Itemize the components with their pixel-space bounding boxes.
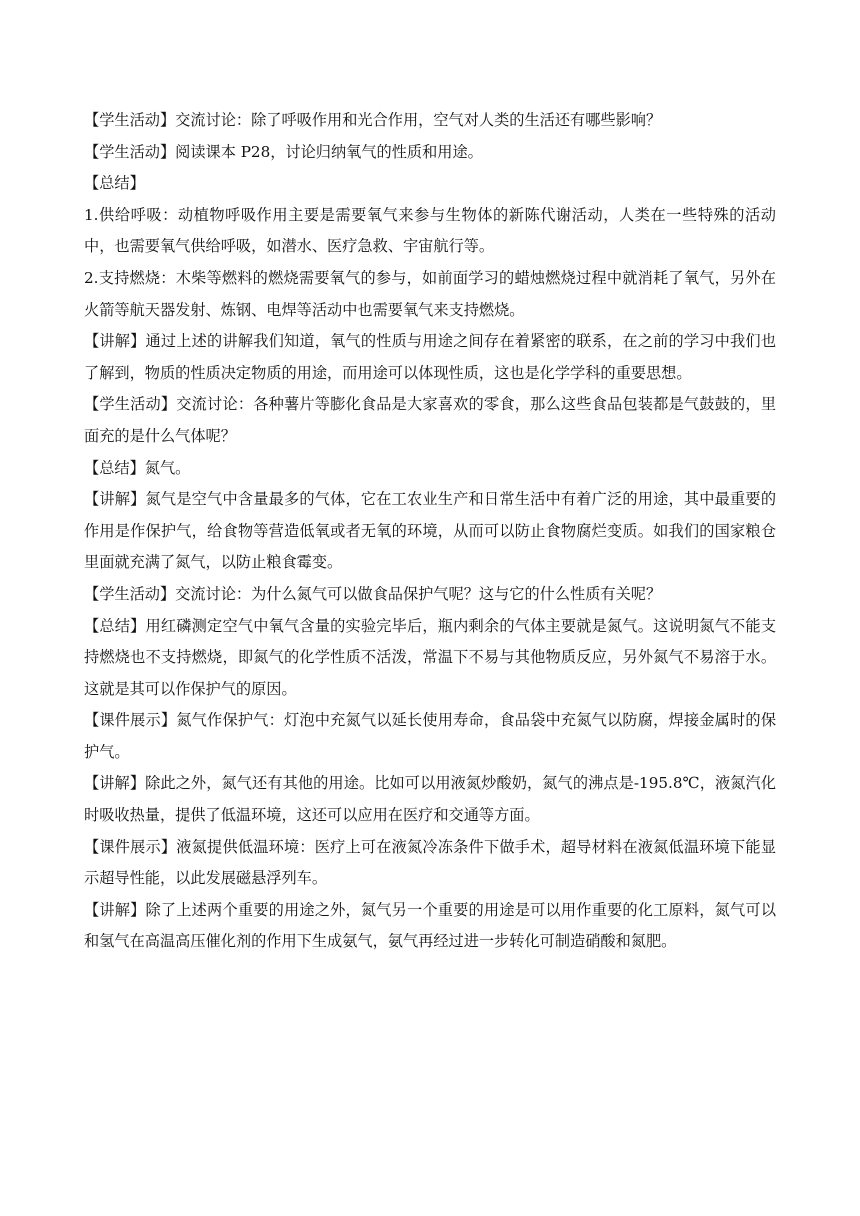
paragraph-2 xyxy=(84,137,776,169)
paragraph-text: 通过上述的讲解我们知道，氧气的性质与用途之间存在着紧密的联系，在之前的学习中我们也了解到，物质的性质决定物质的用途，而用途可以体现性质，这也是化学学科的重要思想。 xyxy=(84,332,777,382)
paragraph-tag: 【讲解】 xyxy=(84,774,146,793)
paragraph-11 xyxy=(84,611,776,706)
paragraph-13 xyxy=(84,768,776,831)
paragraph-text: 交流讨论：为什么氮气可以做食品保护气呢？这与它的什么性质有关呢？ xyxy=(175,584,662,603)
paragraph-tag: 【总结】 xyxy=(84,458,145,477)
paragraph-tag: 【课件展示】 xyxy=(84,837,177,856)
paragraph-14 xyxy=(84,832,776,895)
paragraph-tag: 【总结】 xyxy=(84,174,145,193)
paragraph-text: 氮气。 xyxy=(144,458,191,477)
paragraph-5 xyxy=(84,263,776,326)
paragraph-text: 氮气作保护气：灯泡中充氮气以延长使用寿命，食品袋中充氮气以防腐，焊接金属时的保护气。 xyxy=(84,711,777,761)
paragraph-tag: 【讲解】 xyxy=(84,332,146,351)
paragraph-text: 阅读课本 P28，讨论归纳氧气的性质和用途。 xyxy=(175,142,483,161)
paragraph-text: 用红磷测定空气中氧气含量的实验完毕后，瓶内剩余的气体主要就是氮气。这说明氮气不能支持燃烧也不支持燃烧，即氮气的化学性质不活泼，常温下不易与其他物质反应，另外氮气不易溶于水。这就是其可以作保护气的原因。 xyxy=(84,616,777,698)
paragraph-10 xyxy=(84,579,776,611)
paragraph-tag: 【学生活动】 xyxy=(84,142,176,161)
paragraph-tag: 【学生活动】 xyxy=(84,395,177,414)
paragraph-4 xyxy=(84,200,776,263)
paragraph-tag: 【课件展示】 xyxy=(84,711,177,730)
paragraph-9 xyxy=(84,484,776,579)
paragraph-text: 液氮提供低温环境：医疗上可在液氮冷冻条件下做手术，超导材料在液氮低温环境下能显示超导性能，以此发展磁悬浮列车。 xyxy=(84,837,777,888)
paragraph-tag: 【讲解】 xyxy=(84,900,146,919)
paragraph-text: 2.支持燃烧：木柴等燃料的燃烧需要氧气的参与，如前面学习的蜡烛燃烧过程中就消耗了氧气，另外在火箭等航天器发射、炼钢、电焊等活动中也需要氧气来支持燃烧。 xyxy=(84,268,776,319)
paragraph-3 xyxy=(84,168,776,200)
paragraph-tag: 【讲解】 xyxy=(84,490,146,509)
paragraph-text: 1.供给呼吸：动植物呼吸作用主要是需要氧气来参与生物体的新陈代谢活动，人类在一些特殊的活动中，也需要氧气供给呼吸，如潜水、医疗急救、宇宙航行等。 xyxy=(84,205,776,256)
paragraph-text: 氮气是空气中含量最多的气体，它在工农业生产和日常生活中有着广泛的用途，其中最重要的作用是作保护气，给食物等营造低氧或者无氧的环境，从而可以防止食物腐烂变质。如我们的国家粮仓里面就充满了氮气，以防止粮食霉变。 xyxy=(84,490,777,572)
paragraph-7 xyxy=(84,389,776,452)
paragraph-15 xyxy=(84,895,776,958)
paragraph-8 xyxy=(84,453,776,485)
paragraph-tag: 【总结】 xyxy=(84,616,146,635)
paragraph-text: 除了上述两个重要的用途之外，氮气另一个重要的用途是可以用作重要的化工原料，氮气可以和氢气在高温高压催化剂的作用下生成氨气，氨气再经过进一步转化可制造硝酸和氮肥。 xyxy=(84,900,777,951)
paragraph-1 xyxy=(84,105,776,137)
paragraph-tag: 【学生活动】 xyxy=(84,584,176,603)
paragraph-6 xyxy=(84,326,776,389)
paragraph-text: 交流讨论：除了呼吸作用和光合作用，空气对人类的生活还有哪些影响？ xyxy=(175,111,662,129)
paragraph-text: 交流讨论：各种薯片等膨化食品是大家喜欢的零食，那么这些食品包装都是气鼓鼓的，里面充的是什么气体呢？ xyxy=(84,395,777,445)
paragraph-text: 除此之外，氮气还有其他的用途。比如可以用液氮炒酸奶，氮气的沸点是-195.8℃，液氮汽化时吸收热量，提供了低温环境，这还可以应用在医疗和交通等方面。 xyxy=(84,774,776,825)
paragraph-tag: 【学生活动】 xyxy=(84,111,176,129)
paragraph-12 xyxy=(84,705,776,768)
